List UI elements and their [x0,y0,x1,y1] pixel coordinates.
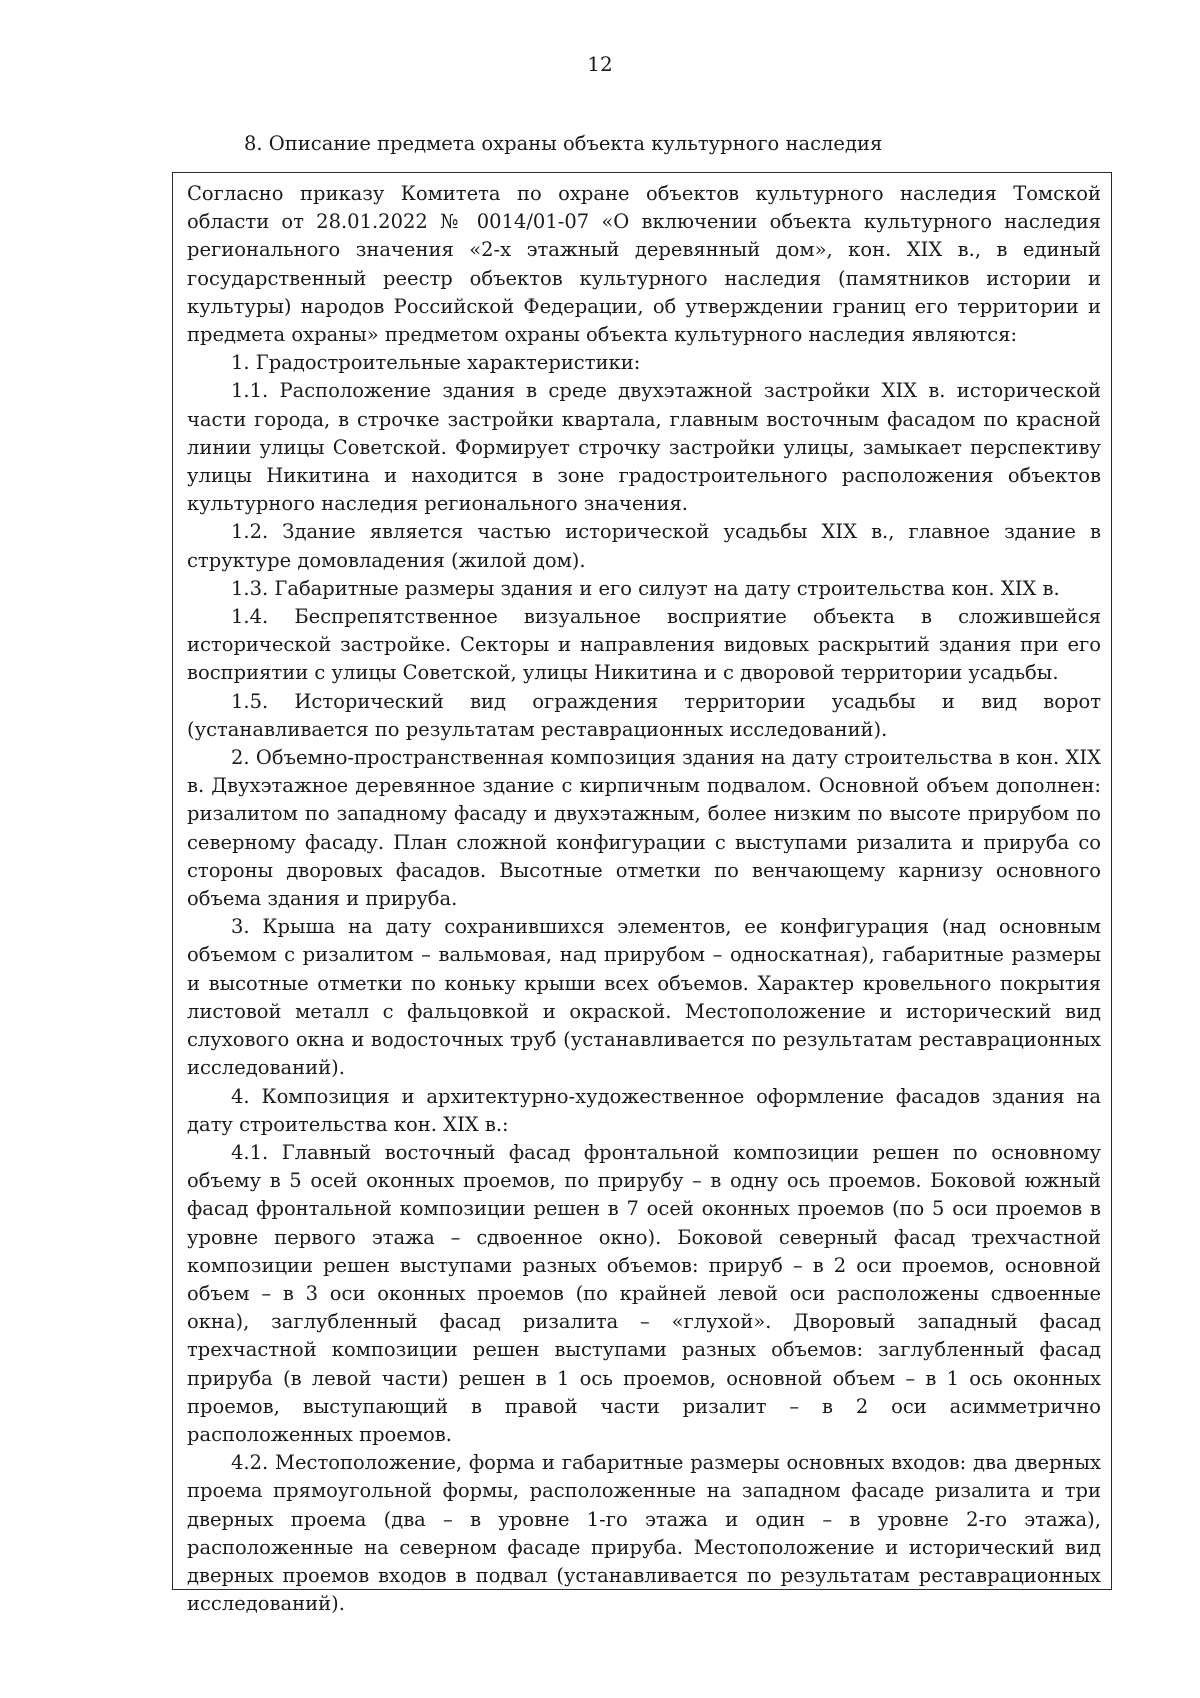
page-number: 12 [587,52,613,76]
document-paragraph: 3. Крыша на дату сохранившихся элементов, ее конфигурация (над основным объемом с ризалитом – вальмовая, над прирубом – односкатная), габаритные размеры и высотные отметки по коньку крыши всех объемов. Характер кровельного покрытия листовой металл с фальцовкой и окраской. Местоположение и исторический вид слухового окна и водосточных труб (устанавливается по результатам реставрационных исследований). [187,915,1101,1080]
document-paragraph: 1. Градостроительные характеристики: [231,351,641,375]
document-paragraph: 1.4. Беспрепятственное визуальное восприятие объекта в сложившейся исторической застройке. Секторы и направления видовых раскрытий здания при его восприятии с улицы Советской, улицы Никитина и с дворовой территории усадьбы. [187,605,1101,685]
document-paragraph: 1.2. Здание является частью исторической усадьбы XIX в., главное здание в структуре домовладения (жилой дом). [187,520,1101,572]
section-heading: 8. Описание предмета охраны объекта культурного наследия [244,132,883,155]
protection-subject-box [172,172,1112,1616]
document-paragraph: 4.2. Местоположение, форма и габаритные размеры основных входов: два дверных проема прямоугольной формы, расположенные на западном фасаде ризалита и три дверных проема (два – в уровне 1-го этажа и один – в уровне 2-го этажа), расположенные на северном фасаде прируба. Местоположение и исторический вид дверных проемов входов в подвал (устанавливается по результатам реставрационных исследований). [187,1451,1101,1616]
document-paragraph: Согласно приказу Комитета по охране объектов культурного наследия Томской области от 28.01.2022 № 0014/01-07 «О включении объекта культурного наследия регионального значения «2-х этажный деревянный дом», кон. XIX в., в единый государственный реестр объектов культурного наследия (памятников истории и культуры) народов Российской Федерации, об утверждении границ его территории и предмета охраны» предметом охраны объекта культурного наследия являются: [187,182,1101,347]
document-paragraph: 4.1. Главный восточный фасад фронтальной композиции решен по основному объему в 5 осей оконных проемов, по прирубу – в одну ось проемов. Боковой южный фасад фронтальной композиции решен в 7 осей оконных проемов (по 5 оси проемов в уровне первого этажа – сдвоенное окно). Боковой северный фасад трехчастной композиции решен выступами разных объемов: прируб – в 2 оси проемов, основной объем – в 3 оси оконных проемов (по крайней левой оси расположены сдвоенные окна), заглубленный фасад ризалита – «глухой». Дворовый западный фасад трехчастной композиции решен выступами разных объемов: заглубленный фасад прируба (в левой части) решен в 1 ось проемов, основной объем – в 1 ось оконных проемов, выступающий в правой части ризалит – в 2 оси асимметрично расположенных проемов. [187,1140,1101,1446]
document-paragraph: 1.3. Габаритные размеры здания и его силуэт на дату строительства кон. XIX в. [231,576,1060,600]
document-paragraph: 4. Композиция и архитектурно-художественное оформление фасадов здания на дату строительства кон. XIX в.: [187,1084,1101,1136]
document-paragraph: 1.1. Расположение здания в среде двухэтажной застройки XIX в. исторической части города, в строчке застройки квартала, главным восточным фасадом по красной линии улицы Советской. Формирует строчку застройки улицы, замыкает перспективу улицы Никитина и находится в зоне градостроительного расположения объектов культурного наследия регионального значения. [187,379,1101,516]
document-paragraph: 1.5. Исторический вид ограждения территории усадьбы и вид ворот (устанавливается по результатам реставрационных исследований). [187,689,1101,741]
document-paragraph: 2. Объемно-пространственная композиция здания на дату строительства в кон. XIX в. Двухэтажное деревянное здание с кирпичным подвалом. Основной объем дополнен: ризалитом по западному фасаду и двухэтажным, более низким по высоте прирубом по северному фасаду. План сложной конфигурации с выступами ризалита и прируба со стороны дворовых фасадов. Высотные отметки по венчающему карнизу основного объема здания и прируба. [187,746,1101,911]
